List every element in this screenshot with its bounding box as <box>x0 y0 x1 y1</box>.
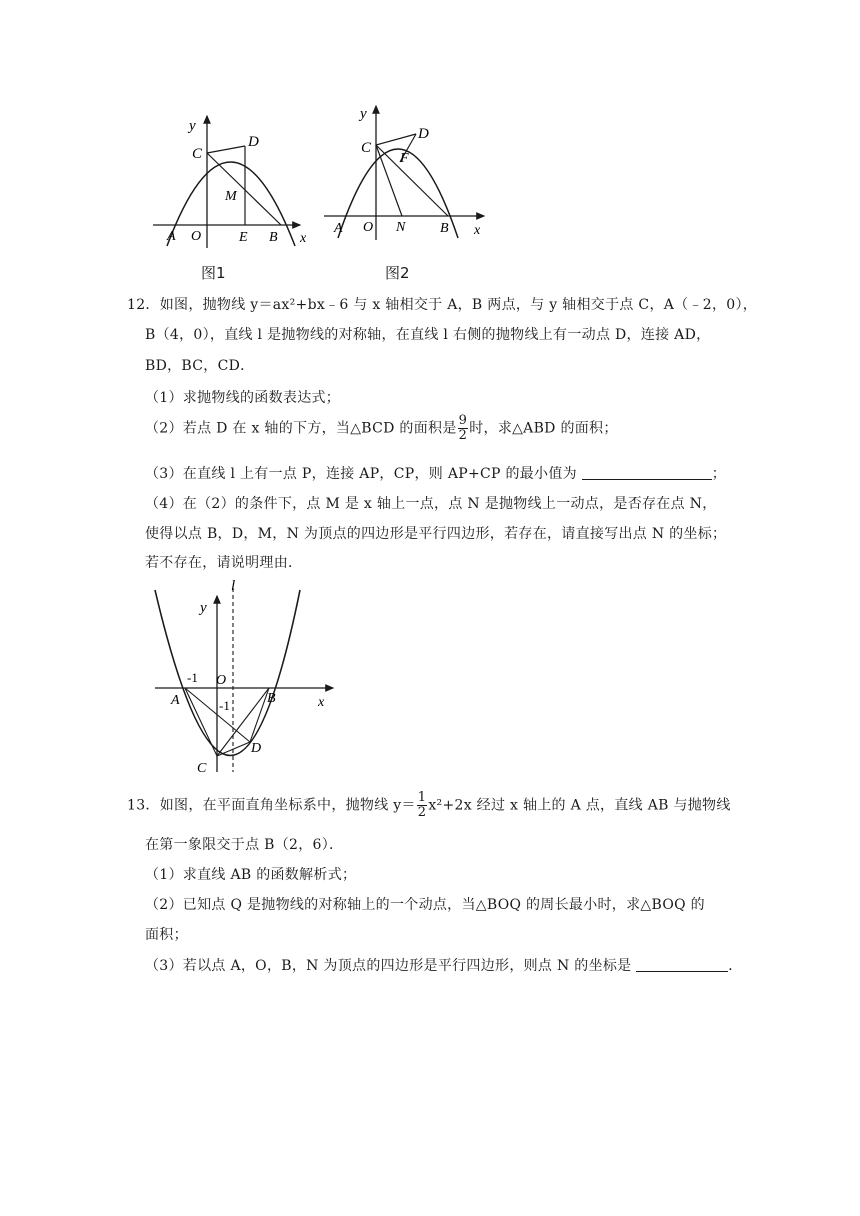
q12-part-2-after: 时，求△ABD 的面积； <box>469 420 618 437</box>
q12-part-2 <box>145 414 618 443</box>
fig3-label-neg1-x: -1 <box>187 670 198 685</box>
fig2-segment-cn <box>376 145 402 216</box>
fig1-segment-cd <box>207 146 245 153</box>
q12-part-3-text: （3）在直线 l 上有一点 P，连接 AP，CP，则 AP+CP 的最小值为 <box>145 466 577 482</box>
fig2-label-f: F <box>400 151 409 166</box>
fig2-label-y: y <box>360 106 367 122</box>
q13-part-3 <box>145 955 743 975</box>
fig2-label-b: B <box>440 221 449 236</box>
fig1-caption: 图1 <box>201 264 226 282</box>
fig1-label-y: y <box>189 118 196 134</box>
fig1-label-o: O <box>191 229 202 244</box>
q12-line-2: B（4，0），直线 l 是抛物线的对称轴，在直线 l 右侧的抛物线上有一动点 D，连接 AD， <box>145 327 711 343</box>
q13-part-1: （1）求直线 AB 的函数解析式； <box>145 867 357 883</box>
q13-fraction-den: 2 <box>417 805 427 820</box>
figure-2 <box>320 100 495 245</box>
fig1-label-x: x <box>300 231 307 246</box>
q13-part-2-line-1: （2）已知点 Q 是抛物线的对称轴上的一个动点，当△BOQ 的周长最小时，求△BOQ 的 <box>145 897 705 913</box>
fig2-caption: 图2 <box>385 264 410 282</box>
q12-part-2-before: （2）若点 D 在 x 轴的下方，当△BCD 的面积是 <box>145 420 457 437</box>
q12-number: 12． <box>127 297 160 313</box>
q13-text-1-before: 如图，在平面直角坐标系中，抛物线 y＝ <box>159 797 416 814</box>
fig2-label-x: x <box>474 223 481 238</box>
q12-part-4-line-2: 使得以点 B，D，M，N 为顶点的四边形是平行四边形，若存在，请直接写出点 N 的坐标； <box>145 526 727 542</box>
fig1-label-d: D <box>248 134 259 150</box>
fig3-segment-ca <box>185 688 217 756</box>
q13-part-2-line-2: 面积； <box>145 927 188 943</box>
fig3-label-b: B <box>267 691 276 706</box>
fig2-label-c: C <box>361 140 372 156</box>
fig3-label-c: C <box>197 761 207 776</box>
q13-text-1-after: x²+2x 经过 x 轴上的 A 点，直线 AB 与抛物线 <box>428 797 731 814</box>
q13-line-2: 在第一象限交于点 B（2，6）． <box>145 837 344 853</box>
fig3-label-o: O <box>216 673 227 688</box>
fig1-label-m: M <box>225 189 237 204</box>
q12-part-3 <box>145 463 726 483</box>
q12-part-4-line-1: （4）在（2）的条件下，点 M 是 x 轴上一点，点 N 是抛物线上一动点，是否存在点 N， <box>145 496 717 512</box>
q13-fraction-num: 1 <box>417 790 427 805</box>
q13-line-1 <box>127 791 731 820</box>
fig2-label-d: D <box>418 126 429 142</box>
q12-part-3-end: ； <box>711 466 727 482</box>
q12-fraction-den: 2 <box>458 428 468 443</box>
fig1-label-a: A <box>167 229 176 244</box>
q12-fraction <box>458 414 469 443</box>
q12-fraction-num: 9 <box>458 413 468 428</box>
q12-line-3: BD，BC，CD． <box>145 358 255 374</box>
fig3-label-a: A <box>171 693 180 708</box>
fig1-label-b: B <box>269 230 278 245</box>
fig2-label-a: A <box>334 221 343 236</box>
fig2-label-n: N <box>396 220 406 235</box>
fig1-label-e: E <box>239 230 248 245</box>
q12-part-4-line-3: 若不存在，请说明理由． <box>145 555 303 571</box>
fig3-label-l: l <box>231 578 236 594</box>
fig3-label-y: y <box>200 600 207 616</box>
fig3-label-d: D <box>251 741 262 756</box>
fig2-segment-cb <box>376 145 448 216</box>
q13-number: 13． <box>127 797 160 814</box>
fig3-parabola <box>155 590 300 756</box>
figure-1 <box>145 108 320 253</box>
fig3-label-x: x <box>318 695 325 710</box>
q13-answer-blank[interactable] <box>636 957 728 972</box>
q12-line-1 <box>127 294 757 314</box>
fig1-segment-cb <box>207 153 281 225</box>
fig3-label-neg1-y: -1 <box>219 698 230 713</box>
figure-3 <box>145 576 345 776</box>
q13-fraction <box>417 791 428 820</box>
q12-answer-blank[interactable] <box>582 465 712 480</box>
q12-text-1: 如图，抛物线 y＝ax²+bx﹣6 与 x 轴相交于 A，B 两点，与 y 轴相交于点 C，A（﹣2，0）， <box>159 297 758 313</box>
q12-part-1: （1）求抛物线的函数表达式； <box>145 390 341 406</box>
q13-part-3-end: ． <box>728 958 743 974</box>
fig1-label-c: C <box>192 146 203 162</box>
q13-part-3-text: （3）若以点 A，O，B，N 为顶点的四边形是平行四边形，则点 N 的坐标是 <box>145 958 632 974</box>
fig2-label-o: O <box>363 220 374 235</box>
